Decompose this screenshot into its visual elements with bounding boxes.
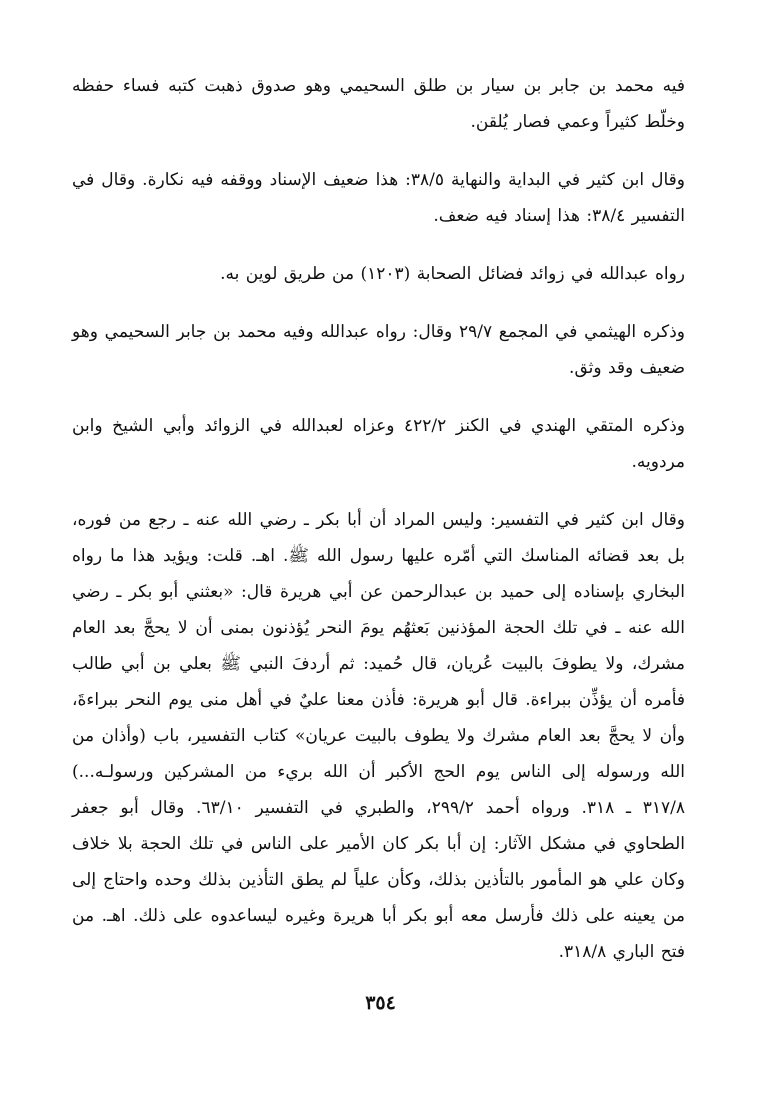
paragraph-6: وقال ابن كثير في التفسير: وليس المراد أن أبا بكر ـ رضي الله عنه ـ رجع من فوره، بل بعد قضائه المناسك التي أمّره عليها رسول الله ﷺ. اهـ. قلت: ويؤيد هذا ما رواه البخاري بإسناده إلى حميد بن عبدالرحمن عن أبي هريرة قال: «بعثني أبو بكر ـ رضي الله عنه ـ في تلك الحجة المؤذنين بَعثهُم يومَ النحر يُؤذنون بمنى أن لا يحجَّ بعد العام مشرك، ولا يطوفَ بالبيت عُريان، قال حُميد: ثم أردفَ النبي ﷺ بعلي بن أبي طالب فأمره أن يؤذِّن ببراءة. قال أبو هريرة: فأذن معنا عليٌ في أهل منى يوم النحر ببراءةَ، وأن لا يحجَّ بعد العام مشرك ولا يطوف بالبيت عريان» كتاب التفسير، باب (وأذان من الله ورسوله إلى الناس يوم الحج الأكبر أن الله بريء من المشركين ورسولـه...) ٣١٧/٨ ـ ٣١٨. ورواه أحمد ٢٩٩/٢، والطبري في التفسير ٦٣/١٠. وقال أبو جعفر الطحاوي في مشكل الآثار: إن أبا بكر كان الأمير على الناس في تلك الحجة بلا خلاف وكان علي هو المأمور بالتأذين بذلك، وكأن علياً لم يطق التأذين بذلك وحده واحتاج إلى من يعينه على ذلك فأرسل معه أبو بكر أبا هريرة وغيره ليساعدوه على ذلك. اهـ. من فتح الباري ٣١٨/٨. xyxy=(72,510,685,962)
paragraph-5: وذكره المتقي الهندي في الكنز ٤٢٢/٢ وعزاه لعبدالله في الزوائد وأبي الشيخ وابن مردويه. xyxy=(72,416,685,472)
paragraph-3: رواه عبدالله في زوائد فضائل الصحابة (١٢٠٣) من طريق لوين به. xyxy=(220,264,685,284)
paragraph-1: فيه محمد بن جابر بن سيار بن طلق السحيمي وهو صدوق ذهبت كتبه فساء حفظه وخلّط كثيراً وعمي فصار يُلقن. xyxy=(72,76,685,132)
page-body xyxy=(72,68,685,970)
paragraph-4: وذكره الهيثمي في المجمع ٢٩/٧ وقال: رواه عبدالله وفيه محمد بن جابر السحيمي وهو ضعيف وقد وثق. xyxy=(72,322,685,378)
page-number: ٣٥٤ xyxy=(365,992,396,1014)
paragraph-2: وقال ابن كثير في البداية والنهاية ٣٨/٥: هذا ضعيف الإسناد ووقفه فيه نكارة. وقال في التفسير ٣٨/٤: هذا إسناد فيه ضعف. xyxy=(72,170,686,226)
